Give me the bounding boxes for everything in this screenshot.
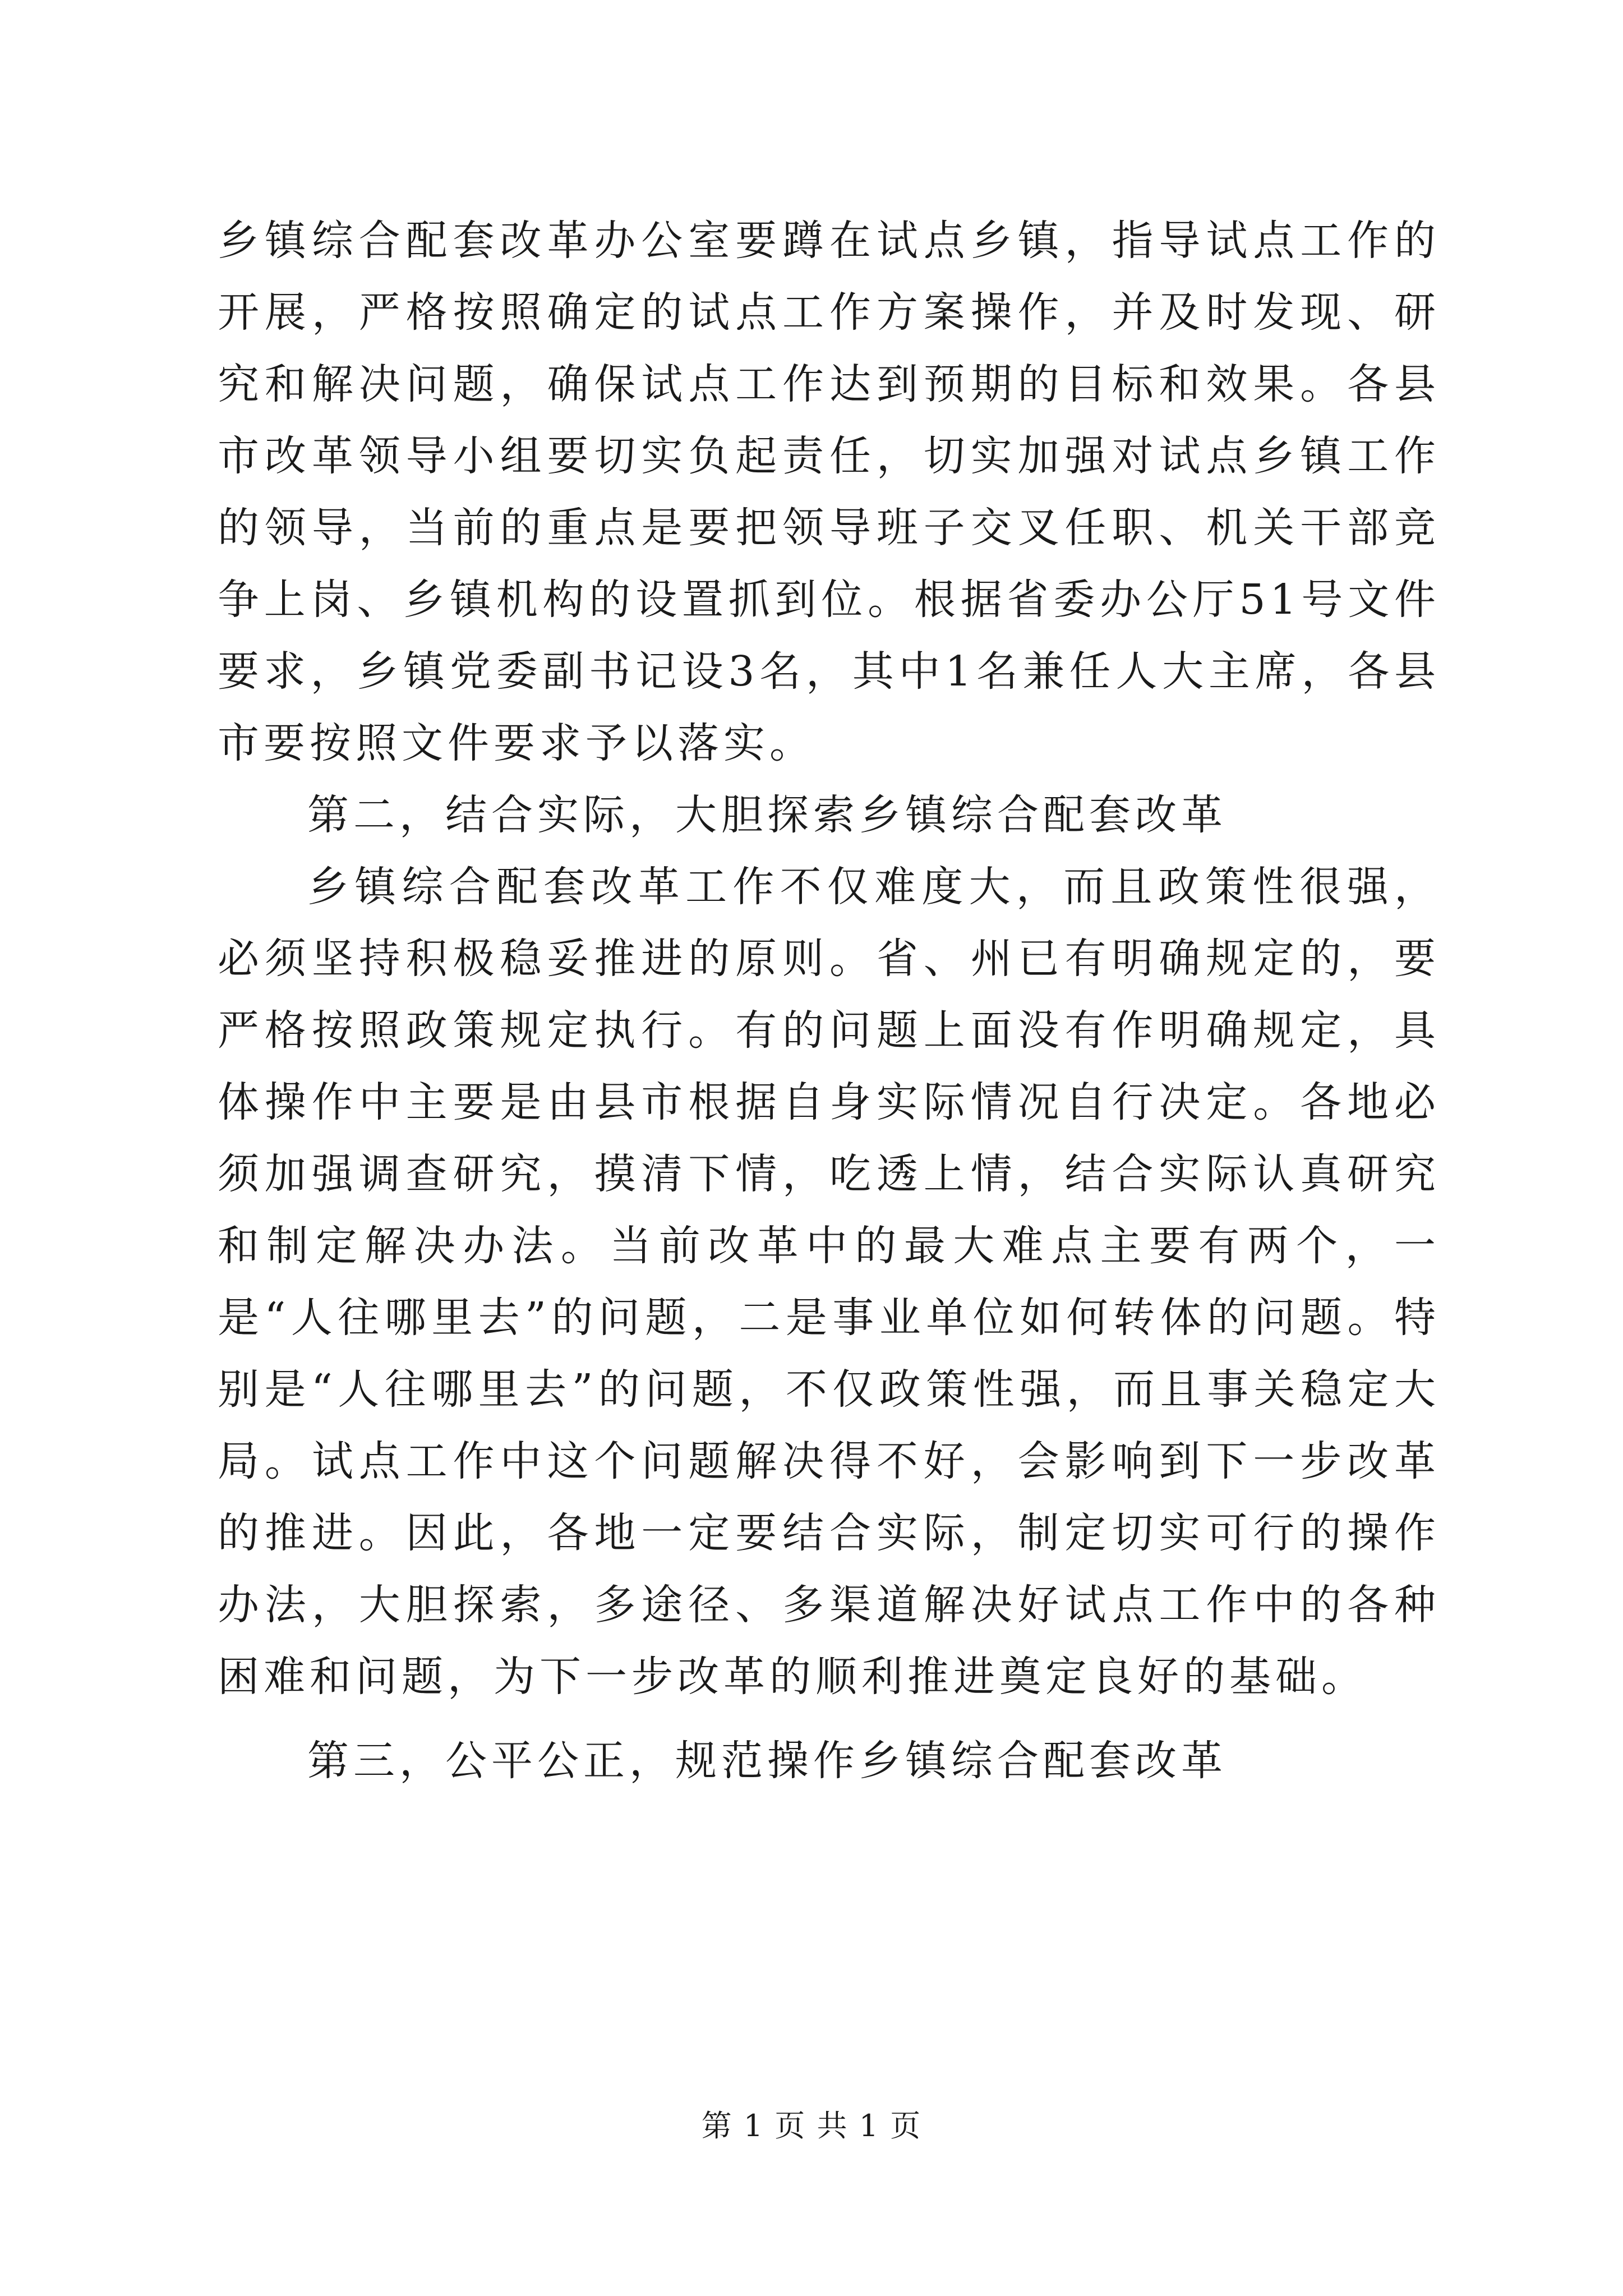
section-heading-3: 第三，公平公正，规范操作乡镇综合配套改革 <box>307 1737 1227 1785</box>
page-footer: 第 1 页 共 1 页 <box>701 2108 922 2143</box>
paragraph-section-2: 乡镇综合配套改革工作不仅难度大，而且政策性很强，必须坚持积极稳妥推进的原则。省、州已有明确规定的，要严格按照政策规定执行。有的问题上面没有作明确规定，具体操作中主要是由县市根据自身实际情况自行决定。各地必须加强调查研究，摸清下情，吃透上情，结合实际认真研究和制定解决办法。当前改革中的最大难点主要有两个，一是“人往哪里去”的问题，二是事业单位如何转体的问题。特别是“人往哪里去”的问题，不仅政策性强，而且事关稳定大局。试点工作中这个问题解决得不好，会影响到下一步改革的推进。因此，各地一定要结合实际，制定切实可行的操作办法，大胆探索，多途径、多渠道解决好试点工作中的各种困难和问题，为下一步改革的顺利推进奠定良好的基础。 <box>218 863 1440 1701</box>
document-body <box>218 205 1440 1797</box>
section-heading-2: 第二，结合实际，大胆探索乡镇综合配套改革 <box>307 791 1227 839</box>
paragraph-continuation: 乡镇综合配套改革办公室要蹲在试点乡镇，指导试点工作的开展，严格按照确定的试点工作方案操作，并及时发现、研究和解决问题，确保试点工作达到预期的目标和效果。各县市改革领导小组要切实负起责任，切实加强对试点乡镇工作的领导，当前的重点是要把领导班子交叉任职、机关干部竞争上岗、乡镇机构的设置抓到位。根据省委办公厅51号文件要求，乡镇党委副书记设3名，其中1名兼任人大主席，各县市要按照文件要求予以落实。 <box>218 217 1440 767</box>
